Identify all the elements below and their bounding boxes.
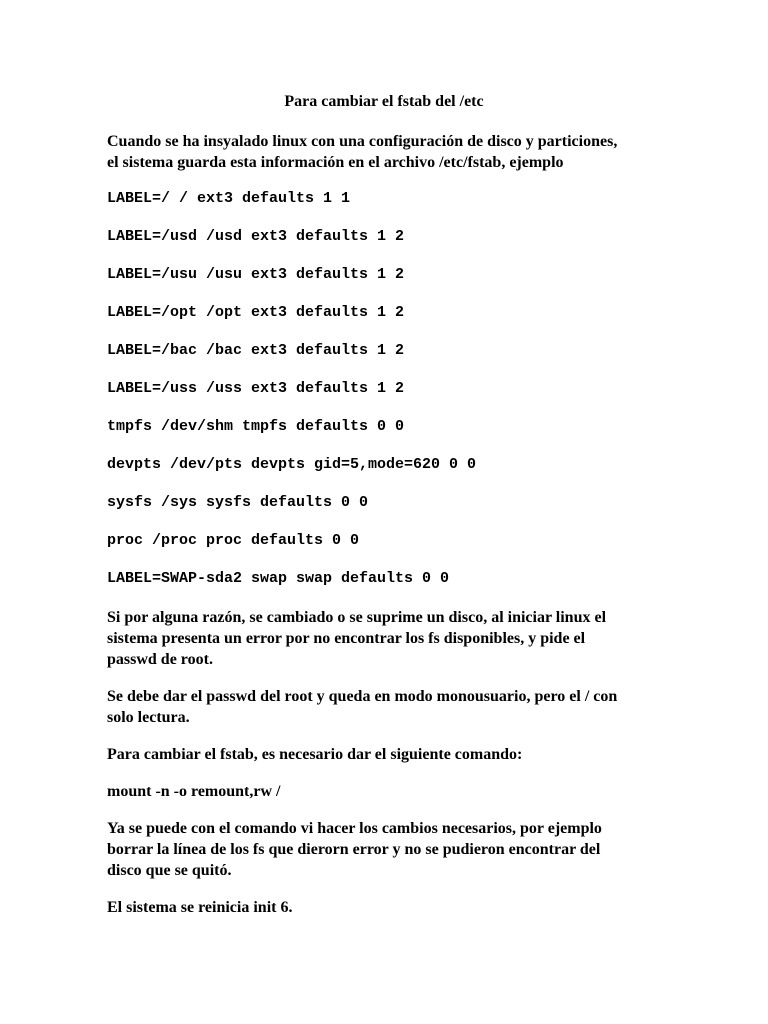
document-title: Para cambiar el fstab del /etc — [284, 93, 484, 110]
root-paragraph: Se debe dar el passwd del root y queda en modo monousuario, pero el / con solo lectura. — [107, 688, 618, 726]
fstab-line: LABEL=/uss /uss ext3 defaults 1 2 — [107, 380, 405, 397]
fstab-line: LABEL=/opt /opt ext3 defaults 1 2 — [107, 304, 405, 321]
document-body — [107, 131, 667, 918]
remount-command: mount -n -o remount,rw / — [107, 783, 281, 800]
fstab-line: LABEL=/ / ext3 defaults 1 1 — [107, 190, 351, 207]
fstab-listing — [107, 189, 667, 589]
fstab-line: LABEL=SWAP-sda2 swap swap defaults 0 0 — [107, 570, 450, 587]
fstab-line: tmpfs /dev/shm tmpfs defaults 0 0 — [107, 418, 405, 435]
command-intro-paragraph: Para cambiar el fstab, es necesario dar el siguiente comando: — [107, 746, 523, 763]
error-paragraph: Si por alguna razón, se cambiado o se suprime un disco, al iniciar linux el sistema presenta un error por no encontrar los fs disponibles, y pide el passwd de root. — [107, 609, 607, 668]
fstab-line: devpts /dev/pts devpts gid=5,mode=620 0 0 — [107, 456, 477, 473]
fstab-line: LABEL=/usu /usu ext3 defaults 1 2 — [107, 266, 405, 283]
intro-paragraph: Cuando se ha insyalado linux con una configuración de disco y particiones, el sistema guarda esta información en el archivo /etc/fstab, ejemplo — [107, 133, 618, 171]
fstab-line: LABEL=/bac /bac ext3 defaults 1 2 — [107, 342, 405, 359]
fstab-line: LABEL=/usd /usd ext3 defaults 1 2 — [107, 228, 405, 245]
fstab-line: proc /proc proc defaults 0 0 — [107, 532, 360, 549]
fstab-line: sysfs /sys sysfs defaults 0 0 — [107, 494, 369, 511]
reboot-paragraph: El sistema se reinicia init 6. — [107, 899, 293, 916]
vi-paragraph: Ya se puede con el comando vi hacer los cambios necesarios, por ejemplo borrar la línea de los fs que dierorn error y no se pudieron encontrar del disco que se quitó. — [107, 820, 602, 879]
